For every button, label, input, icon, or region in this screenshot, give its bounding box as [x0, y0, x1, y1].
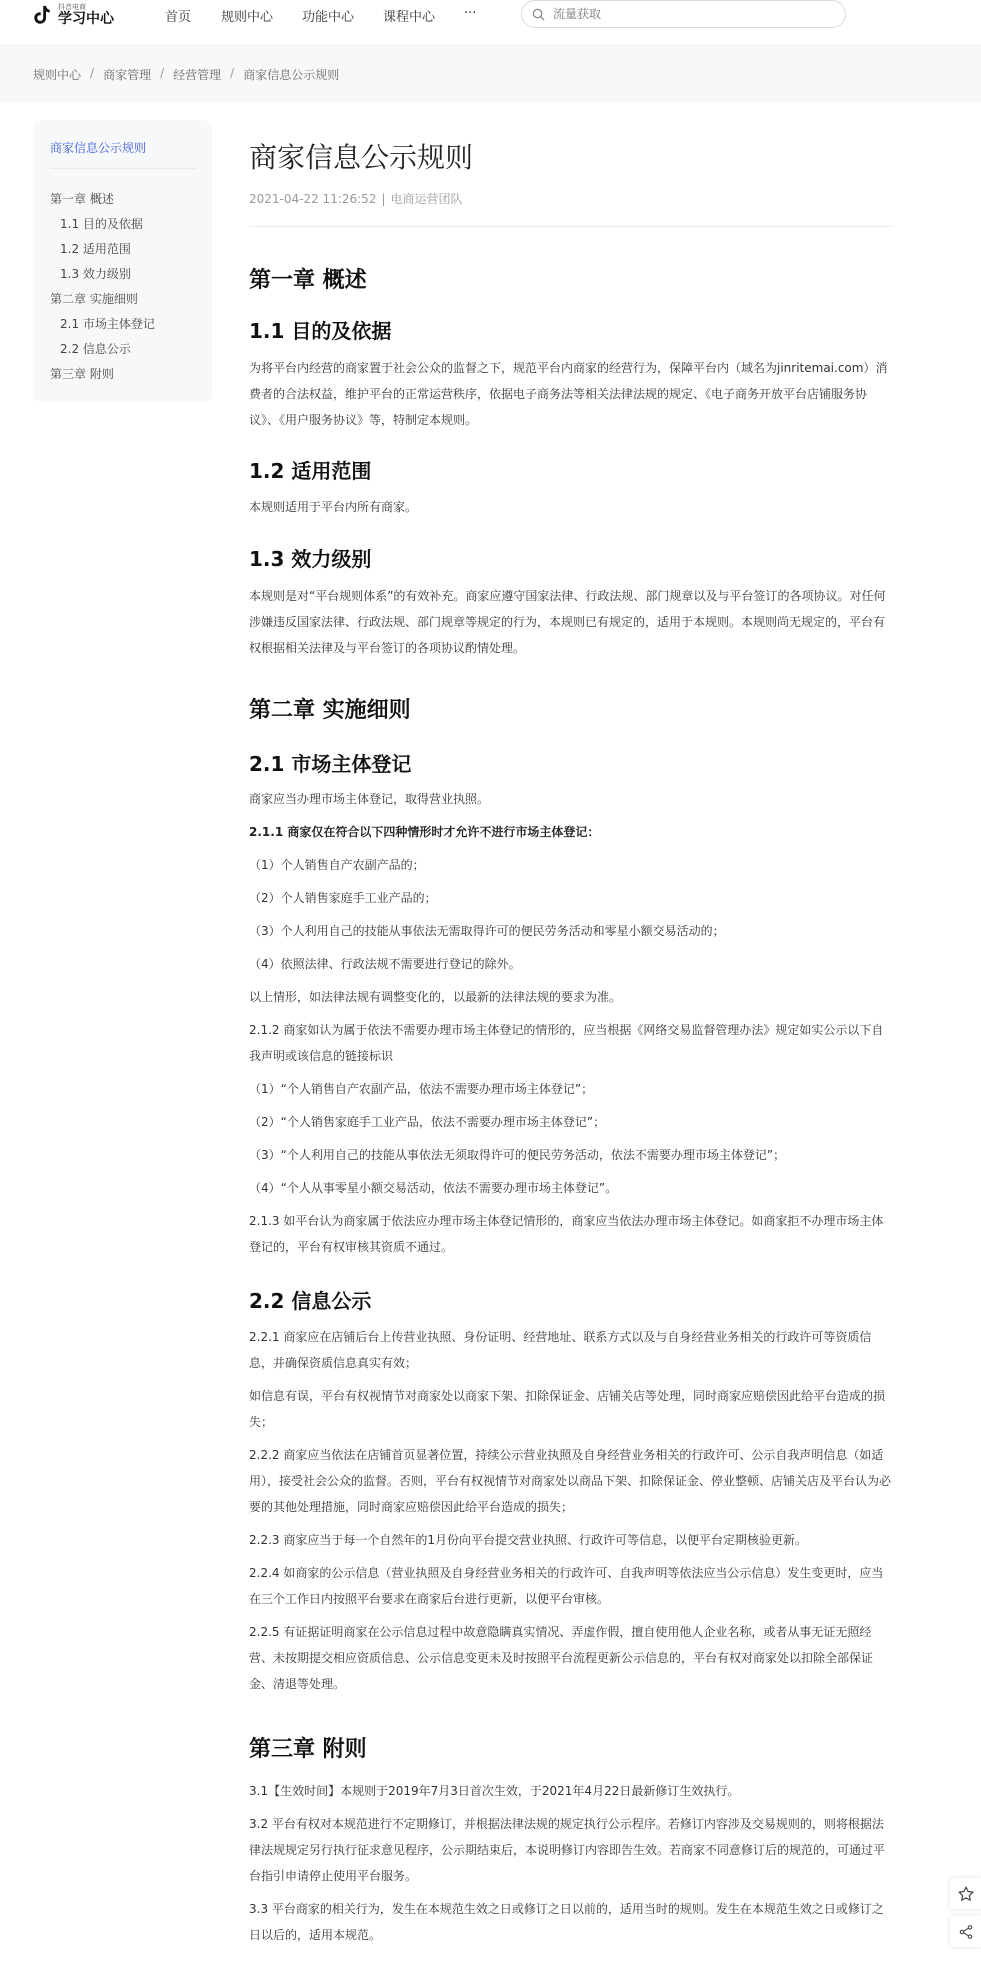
toc-item-ch2[interactable]: 第二章 实施细则: [50, 292, 138, 306]
paragraph: 本规则适用于平台内所有商家。: [249, 500, 418, 514]
paragraph: 以上情形，如法律法规有调整变化的，以最新的法律法规的要求为准。: [249, 990, 622, 1004]
paragraph: 2.2.4 如商家的公示信息（营业执照及自身经营业务相关的行政许可、自我声明等依法应当公示信息）发生变更时，应当在三个工作日内按照平台要求在商家后台进行更新，以便平台审核。: [249, 1566, 884, 1606]
search-box[interactable]: [521, 0, 846, 28]
star-icon: [957, 1885, 975, 1903]
nav-rules-center[interactable]: 规则中心: [221, 10, 274, 25]
article-meta: [249, 190, 463, 207]
toc-sidebar: [33, 120, 212, 402]
list-item: （4）依照法律、行政法规不需要进行登记的除外。: [249, 957, 521, 971]
paragraph: 3.1【生效时间】本规则于2019年7月3日首次生效，于2021年4月22日最新修订生效执行。: [249, 1784, 740, 1798]
meta-separator: |: [381, 192, 386, 206]
paragraph: 2.2.3 商家应当于每一个自然年的1月份向平台提交营业执照、行政许可等信息，以便平台定期核验更新。: [249, 1533, 807, 1547]
breadcrumb-item[interactable]: 经营管理: [173, 68, 222, 82]
list-item: （1）个人销售自产农副产品的；: [249, 858, 425, 872]
paragraph: 3.3 平台商家的相关行为，发生在本规范生效之日或修订之日以前的，适用当时的规则。发生在本规范生效之日或修订之日以后的，适用本规范。: [249, 1902, 884, 1942]
publish-date: 2021-04-22 11:26:52: [249, 192, 377, 206]
paragraph: 3.2 平台有权对本规范进行不定期修订，并根据法律法规的规定执行公示程序。若修订内容涉及交易规则的，则将根据法律法规规定另行执行征求意见程序，公示期结束后，本说明修订内容即告生效。若商家不同意修订后的规范的，可通过平台指引申请停止使用平台服务。: [249, 1817, 886, 1883]
breadcrumb-item[interactable]: 商家管理: [103, 68, 152, 82]
paragraph: 本规则是对“平台规则体系”的有效补充。商家应遵守国家法律、行政法规、部门规章以及与平台签订的各项协议。对任何涉嫌违反国家法律、行政法规、部门规章等规定的行为，本规则已有规定的，适用于本规则。本规则尚无规定的，平台有权根据相关法律及与平台签订的各项协议酌情处理。: [249, 589, 886, 655]
list-item: （3）“个人利用自己的技能从事依法无须取得许可的便民劳务活动，依法不需要办理市场主体登记”；: [249, 1148, 786, 1162]
chapter-heading: 第二章 实施细则: [249, 698, 411, 723]
list-item: （3）个人利用自己的技能从事依法无需取得许可的便民劳务活动和零星小额交易活动的；: [249, 924, 725, 938]
brand-logo-link[interactable]: [30, 0, 114, 30]
search-icon: [532, 8, 545, 21]
toc-item-2-1[interactable]: 2.1 市场主体登记: [60, 317, 155, 331]
section-heading: 1.3 效力级别: [249, 547, 372, 571]
paragraph: 商家应当办理市场主体登记，取得营业执照。: [249, 792, 490, 806]
section-heading: 1.2 适用范围: [249, 459, 372, 483]
toc-divider: [50, 168, 196, 169]
toc-item-1-2[interactable]: 1.2 适用范围: [60, 242, 131, 256]
favorite-button[interactable]: [950, 1878, 981, 1909]
brand-name: 学习中心: [58, 11, 114, 27]
tiktok-logo-icon: [30, 4, 52, 26]
nav-course-center[interactable]: 课程中心: [383, 10, 436, 25]
paragraph: 2.2.2 商家应当依法在店铺首页显著位置，持续公示营业执照及自身经营业务相关的行政许可、公示自我声明信息（如适用），接受社会公众的监督。否则，平台有权视情节对商家处以商品下架、扣除保证金、停业整顿、店铺关店及平台认为必要的其他处理措施，同时商家应赔偿因此给平台造成的损失；: [249, 1448, 892, 1514]
toc-item-2-2[interactable]: 2.2 信息公示: [60, 342, 131, 356]
breadcrumb-separator: /: [230, 66, 235, 80]
breadcrumb-item[interactable]: 规则中心: [33, 68, 82, 82]
breadcrumb-separator: /: [90, 66, 95, 80]
toc-item-1-1[interactable]: 1.1 目的及依据: [60, 217, 143, 231]
toc-item-1-3[interactable]: 1.3 效力级别: [60, 267, 131, 281]
breadcrumb-band: [0, 44, 981, 102]
article-title: 商家信息公示规则: [249, 141, 474, 174]
breadcrumb: [33, 66, 339, 83]
toc-item-ch1[interactable]: 第一章 概述: [50, 192, 114, 206]
title-divider: [249, 226, 894, 227]
paragraph: 2.2.1 商家应在店铺后台上传营业执照、身份证明、经营地址、联系方式以及与自身经营业务相关的行政许可等资质信息，并确保资质信息真实有效；: [249, 1330, 872, 1370]
paragraph: 为将平台内经营的商家置于社会公众的监督之下，规范平台内商家的经营行为，保障平台内（域名为jinritemai.com）消费者的合法权益，维护平台的正常运营秩序，依据电子商务法等相关法律法规的规定、《电子商务开放平台店铺服务协议》、《用户服务协议》等，特制定本规则。: [249, 361, 888, 427]
search-input[interactable]: [551, 6, 815, 22]
toc-item-ch3[interactable]: 第三章 附则: [50, 367, 114, 381]
nav-feature-center[interactable]: 功能中心: [302, 10, 355, 25]
paragraph: 2.2.5 有证据证明商家在公示信息过程中故意隐瞒真实情况、弄虚作假，擅自使用他人企业名称，或者从事无证无照经营、未按期提交相应资质信息、公示信息变更未及时按照平台流程更新公示信息的，平台有权对商家处以扣除全部保证金、清退等处理。: [249, 1625, 874, 1691]
top-nav: [0, 0, 981, 44]
breadcrumb-current: 商家信息公示规则: [243, 68, 340, 82]
nav-home[interactable]: 首页: [165, 10, 192, 25]
section-heading: 2.1 市场主体登记: [249, 752, 412, 776]
paragraph: 2.1.1 商家仅在符合以下四种情形时才允许不进行市场主体登记：: [249, 825, 600, 839]
brand-tagline: 抖音电商: [58, 3, 86, 11]
paragraph: 2.1.3 如平台认为商家属于依法应办理市场主体登记情形的，商家应当依法办理市场主体登记。如商家拒不办理市场主体登记的，平台有权审核其资质不通过。: [249, 1214, 884, 1254]
share-button[interactable]: [950, 1916, 981, 1947]
paragraph: 如信息有误，平台有权视情节对商家处以商家下架、扣除保证金、店铺关店等处理，同时商家应赔偿因此给平台造成的损失；: [249, 1389, 886, 1429]
toc-title[interactable]: 商家信息公示规则: [50, 141, 147, 155]
paragraph: 2.1.2 商家如认为属于依法不需要办理市场主体登记的情形的，应当根据《网络交易监督管理办法》规定如实公示以下自我声明或该信息的链接标识: [249, 1023, 884, 1063]
list-item: （1）“个人销售自产农副产品，依法不需要办理市场主体登记”；: [249, 1082, 594, 1096]
section-heading: 1.1 目的及依据: [249, 319, 392, 343]
section-heading: 2.2 信息公示: [249, 1289, 372, 1313]
breadcrumb-separator: /: [160, 66, 165, 80]
chapter-heading: 第一章 概述: [249, 268, 367, 293]
list-item: （2）“个人销售家庭手工业产品，依法不需要办理市场主体登记”；: [249, 1115, 606, 1129]
list-item: （2）个人销售家庭手工业产品的；: [249, 891, 437, 905]
list-item: （4）“个人从事零星小额交易活动，依法不需要办理市场主体登记”。: [249, 1181, 618, 1195]
share-icon: [958, 1924, 974, 1940]
article-author: 电商运营团队: [390, 192, 463, 206]
nav-more[interactable]: ···: [464, 6, 477, 21]
chapter-heading: 第三章 附则: [249, 1737, 367, 1762]
